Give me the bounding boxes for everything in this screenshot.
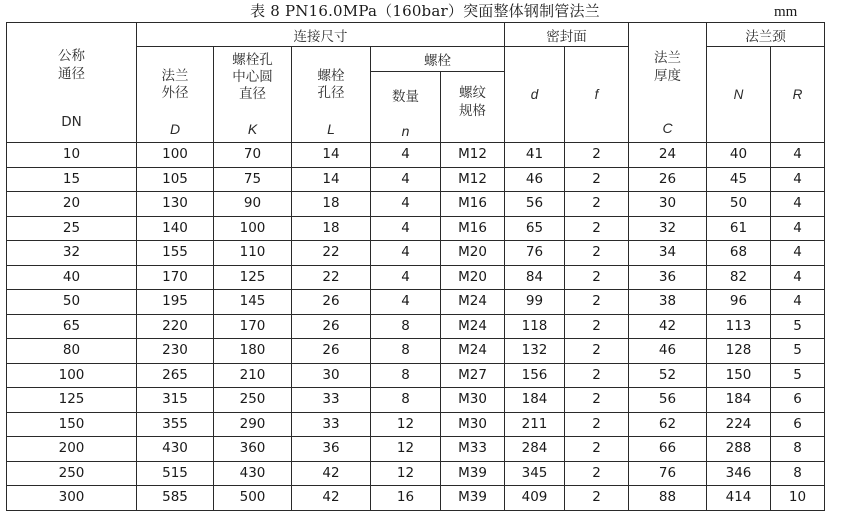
cell-thickness: 62 [629, 412, 707, 437]
header-nominal-size-line2: 通径 [58, 65, 85, 82]
cell-dn: 200 [7, 437, 137, 462]
header-nominal-size-code: DN [61, 113, 82, 130]
header-bolt-hole-symbol: L [327, 120, 335, 137]
header-nominal-size-line1: 公称 [58, 47, 85, 64]
table-row [7, 339, 825, 364]
cell-seal-d: 99 [505, 290, 565, 315]
cell-flange-od: 430 [137, 437, 214, 462]
cell-bolt-hole: 33 [292, 412, 371, 437]
table-caption: 表 8 PN16.0MPa（160bar）突面整体钢制管法兰 [250, 2, 600, 20]
cell-neck-r: 4 [771, 290, 825, 315]
cell-seal-f: 2 [565, 290, 629, 315]
header-bolt-hole-line2: 孔径 [317, 84, 345, 101]
header-neck-n: N [707, 47, 771, 143]
cell-bolt-thread: M30 [441, 388, 505, 413]
cell-seal-f: 2 [565, 167, 629, 192]
cell-bolt-circle: 170 [214, 314, 292, 339]
cell-bolt-hole: 22 [292, 265, 371, 290]
table-row [7, 388, 825, 413]
cell-thickness: 52 [629, 363, 707, 388]
cell-seal-d: 84 [505, 265, 565, 290]
cell-flange-od: 315 [137, 388, 214, 413]
cell-bolt-hole: 26 [292, 339, 371, 364]
cell-bolt-hole: 14 [292, 167, 371, 192]
cell-seal-d: 156 [505, 363, 565, 388]
cell-bolt-circle: 360 [214, 437, 292, 462]
cell-dn: 50 [7, 290, 137, 315]
cell-bolt-circle: 75 [214, 167, 292, 192]
cell-dn: 25 [7, 216, 137, 241]
cell-bolt-qty: 8 [371, 314, 441, 339]
header-bolt-thread-line2: 规格 [459, 103, 486, 119]
cell-thickness: 76 [629, 461, 707, 486]
cell-flange-od: 355 [137, 412, 214, 437]
cell-bolt-qty: 16 [371, 486, 441, 511]
cell-seal-f: 2 [565, 241, 629, 266]
header-bolt-hole [292, 47, 371, 143]
cell-seal-f: 2 [565, 265, 629, 290]
cell-neck-n: 346 [707, 461, 771, 486]
cell-bolt-qty: 4 [371, 216, 441, 241]
cell-bolt-thread: M30 [441, 412, 505, 437]
cell-seal-f: 2 [565, 437, 629, 462]
cell-flange-od: 140 [137, 216, 214, 241]
cell-bolt-hole: 42 [292, 461, 371, 486]
cell-seal-d: 118 [505, 314, 565, 339]
cell-neck-r: 10 [771, 486, 825, 511]
cell-seal-d: 211 [505, 412, 565, 437]
table-row [7, 265, 825, 290]
header-bolt-circle-symbol: K [247, 120, 258, 137]
header-thickness-symbol: C [662, 119, 673, 136]
cell-bolt-qty: 8 [371, 339, 441, 364]
cell-bolt-thread: M16 [441, 192, 505, 217]
table-row [7, 314, 825, 339]
header-bolt-thread-line1: 螺纹 [459, 85, 486, 101]
table-row [7, 241, 825, 266]
cell-neck-r: 8 [771, 461, 825, 486]
header-bolt-thread [441, 72, 505, 143]
cell-thickness: 46 [629, 339, 707, 364]
cell-neck-n: 150 [707, 363, 771, 388]
cell-flange-od: 220 [137, 314, 214, 339]
cell-flange-od: 515 [137, 461, 214, 486]
table-row [7, 192, 825, 217]
table-body [7, 143, 825, 511]
cell-bolt-qty: 8 [371, 388, 441, 413]
cell-neck-r: 6 [771, 388, 825, 413]
cell-neck-r: 4 [771, 241, 825, 266]
cell-dn: 300 [7, 486, 137, 511]
cell-dn: 80 [7, 339, 137, 364]
cell-bolt-qty: 12 [371, 461, 441, 486]
cell-dn: 10 [7, 143, 137, 168]
cell-bolt-circle: 500 [214, 486, 292, 511]
cell-bolt-circle: 70 [214, 143, 292, 168]
cell-flange-od: 265 [137, 363, 214, 388]
cell-neck-r: 8 [771, 437, 825, 462]
cell-neck-n: 224 [707, 412, 771, 437]
table-row [7, 437, 825, 462]
cell-bolt-thread: M33 [441, 437, 505, 462]
cell-neck-n: 96 [707, 290, 771, 315]
table-row [7, 167, 825, 192]
cell-seal-f: 2 [565, 339, 629, 364]
cell-bolt-hole: 22 [292, 241, 371, 266]
cell-neck-r: 4 [771, 216, 825, 241]
header-nominal-size [7, 23, 137, 143]
cell-bolt-hole: 42 [292, 486, 371, 511]
header-flange-od-line2: 外径 [161, 84, 189, 101]
cell-bolt-hole: 33 [292, 388, 371, 413]
cell-bolt-circle: 290 [214, 412, 292, 437]
cell-bolt-thread: M39 [441, 486, 505, 511]
cell-bolt-circle: 100 [214, 216, 292, 241]
cell-bolt-thread: M20 [441, 265, 505, 290]
cell-bolt-hole: 36 [292, 437, 371, 462]
cell-dn: 20 [7, 192, 137, 217]
header-thickness-line2: 厚度 [654, 67, 681, 84]
header-seal-f: f [565, 47, 629, 143]
header-bolt-qty-label: 数量 [392, 89, 419, 105]
header-bolt-qty [371, 72, 441, 143]
cell-bolt-qty: 4 [371, 241, 441, 266]
cell-bolt-hole: 26 [292, 314, 371, 339]
cell-dn: 65 [7, 314, 137, 339]
table-row [7, 412, 825, 437]
header-seal-d: d [505, 47, 565, 143]
cell-bolt-hole: 30 [292, 363, 371, 388]
cell-seal-f: 2 [565, 363, 629, 388]
cell-thickness: 66 [629, 437, 707, 462]
header-bolt-qty-symbol: n [401, 123, 410, 139]
cell-seal-d: 409 [505, 486, 565, 511]
cell-seal-d: 284 [505, 437, 565, 462]
cell-bolt-qty: 12 [371, 437, 441, 462]
table-row [7, 143, 825, 168]
table-row [7, 216, 825, 241]
cell-bolt-thread: M12 [441, 167, 505, 192]
cell-neck-n: 68 [707, 241, 771, 266]
cell-bolt-thread: M16 [441, 216, 505, 241]
cell-neck-r: 5 [771, 339, 825, 364]
cell-neck-n: 40 [707, 143, 771, 168]
cell-bolt-thread: M39 [441, 461, 505, 486]
header-flange-od-symbol: D [169, 120, 181, 137]
cell-bolt-circle: 210 [214, 363, 292, 388]
cell-seal-d: 184 [505, 388, 565, 413]
cell-bolt-qty: 8 [371, 363, 441, 388]
cell-bolt-circle: 125 [214, 265, 292, 290]
cell-flange-od: 100 [137, 143, 214, 168]
cell-bolt-qty: 4 [371, 192, 441, 217]
cell-seal-f: 2 [565, 388, 629, 413]
cell-neck-r: 4 [771, 143, 825, 168]
cell-seal-f: 2 [565, 461, 629, 486]
cell-flange-od: 155 [137, 241, 214, 266]
cell-neck-r: 6 [771, 412, 825, 437]
cell-bolt-circle: 250 [214, 388, 292, 413]
table-row [7, 486, 825, 511]
cell-flange-od: 195 [137, 290, 214, 315]
cell-bolt-circle: 180 [214, 339, 292, 364]
cell-thickness: 56 [629, 388, 707, 413]
header-sealing-group: 密封面 [505, 23, 629, 47]
cell-thickness: 32 [629, 216, 707, 241]
cell-neck-n: 113 [707, 314, 771, 339]
cell-neck-n: 184 [707, 388, 771, 413]
cell-neck-n: 414 [707, 486, 771, 511]
table-row [7, 461, 825, 486]
cell-seal-d: 56 [505, 192, 565, 217]
cell-thickness: 30 [629, 192, 707, 217]
cell-thickness: 38 [629, 290, 707, 315]
cell-bolt-qty: 4 [371, 143, 441, 168]
cell-neck-r: 5 [771, 363, 825, 388]
cell-bolt-qty: 12 [371, 412, 441, 437]
cell-thickness: 34 [629, 241, 707, 266]
cell-bolt-circle: 145 [214, 290, 292, 315]
cell-flange-od: 130 [137, 192, 214, 217]
cell-dn: 250 [7, 461, 137, 486]
cell-bolt-hole: 14 [292, 143, 371, 168]
header-thickness [629, 23, 707, 143]
cell-bolt-circle: 90 [214, 192, 292, 217]
header-connection-group: 连接尺寸 [137, 23, 505, 47]
cell-bolt-thread: M12 [441, 143, 505, 168]
cell-bolt-qty: 4 [371, 290, 441, 315]
cell-thickness: 88 [629, 486, 707, 511]
cell-neck-n: 288 [707, 437, 771, 462]
cell-dn: 40 [7, 265, 137, 290]
cell-thickness: 42 [629, 314, 707, 339]
table-row [7, 290, 825, 315]
cell-bolt-circle: 430 [214, 461, 292, 486]
cell-dn: 100 [7, 363, 137, 388]
cell-bolt-hole: 18 [292, 216, 371, 241]
cell-thickness: 26 [629, 167, 707, 192]
cell-neck-n: 45 [707, 167, 771, 192]
cell-neck-n: 61 [707, 216, 771, 241]
cell-bolt-hole: 26 [292, 290, 371, 315]
cell-neck-n: 50 [707, 192, 771, 217]
cell-seal-d: 65 [505, 216, 565, 241]
unit-label: mm [774, 4, 798, 20]
cell-dn: 150 [7, 412, 137, 437]
cell-seal-f: 2 [565, 216, 629, 241]
cell-bolt-thread: M24 [441, 314, 505, 339]
header-bolt-circle [214, 47, 292, 143]
cell-seal-f: 2 [565, 314, 629, 339]
cell-seal-f: 2 [565, 192, 629, 217]
cell-seal-d: 46 [505, 167, 565, 192]
cell-dn: 125 [7, 388, 137, 413]
header-bolt-circle-line2: 中心圆 [232, 68, 273, 85]
cell-seal-d: 132 [505, 339, 565, 364]
header-neck-r: R [771, 47, 825, 143]
cell-neck-n: 128 [707, 339, 771, 364]
cell-bolt-hole: 18 [292, 192, 371, 217]
cell-flange-od: 585 [137, 486, 214, 511]
header-thickness-line1: 法兰 [654, 49, 681, 66]
cell-neck-r: 4 [771, 265, 825, 290]
cell-seal-f: 2 [565, 486, 629, 511]
cell-flange-od: 230 [137, 339, 214, 364]
cell-seal-f: 2 [565, 412, 629, 437]
cell-bolt-qty: 4 [371, 265, 441, 290]
cell-flange-od: 170 [137, 265, 214, 290]
header-bolt-circle-line3: 直径 [239, 85, 266, 102]
cell-seal-f: 2 [565, 143, 629, 168]
cell-neck-n: 82 [707, 265, 771, 290]
cell-neck-r: 5 [771, 314, 825, 339]
header-neck-group: 法兰颈 [707, 23, 825, 47]
header-flange-od-line1: 法兰 [161, 67, 189, 84]
header-bolt-circle-line1: 螺栓孔 [232, 51, 273, 68]
cell-bolt-qty: 4 [371, 167, 441, 192]
cell-flange-od: 105 [137, 167, 214, 192]
cell-bolt-thread: M24 [441, 339, 505, 364]
cell-thickness: 24 [629, 143, 707, 168]
header-flange-od [137, 47, 214, 143]
cell-dn: 15 [7, 167, 137, 192]
cell-dn: 32 [7, 241, 137, 266]
cell-neck-r: 4 [771, 167, 825, 192]
table-row [7, 363, 825, 388]
header-bolt-group: 螺栓 [371, 47, 505, 72]
cell-neck-r: 4 [771, 192, 825, 217]
cell-seal-d: 76 [505, 241, 565, 266]
header-bolt-hole-line1: 螺栓 [317, 67, 345, 84]
cell-bolt-thread: M27 [441, 363, 505, 388]
cell-bolt-thread: M20 [441, 241, 505, 266]
cell-seal-d: 41 [505, 143, 565, 168]
flange-spec-table [6, 22, 825, 511]
cell-thickness: 36 [629, 265, 707, 290]
cell-bolt-thread: M24 [441, 290, 505, 315]
cell-seal-d: 345 [505, 461, 565, 486]
cell-bolt-circle: 110 [214, 241, 292, 266]
